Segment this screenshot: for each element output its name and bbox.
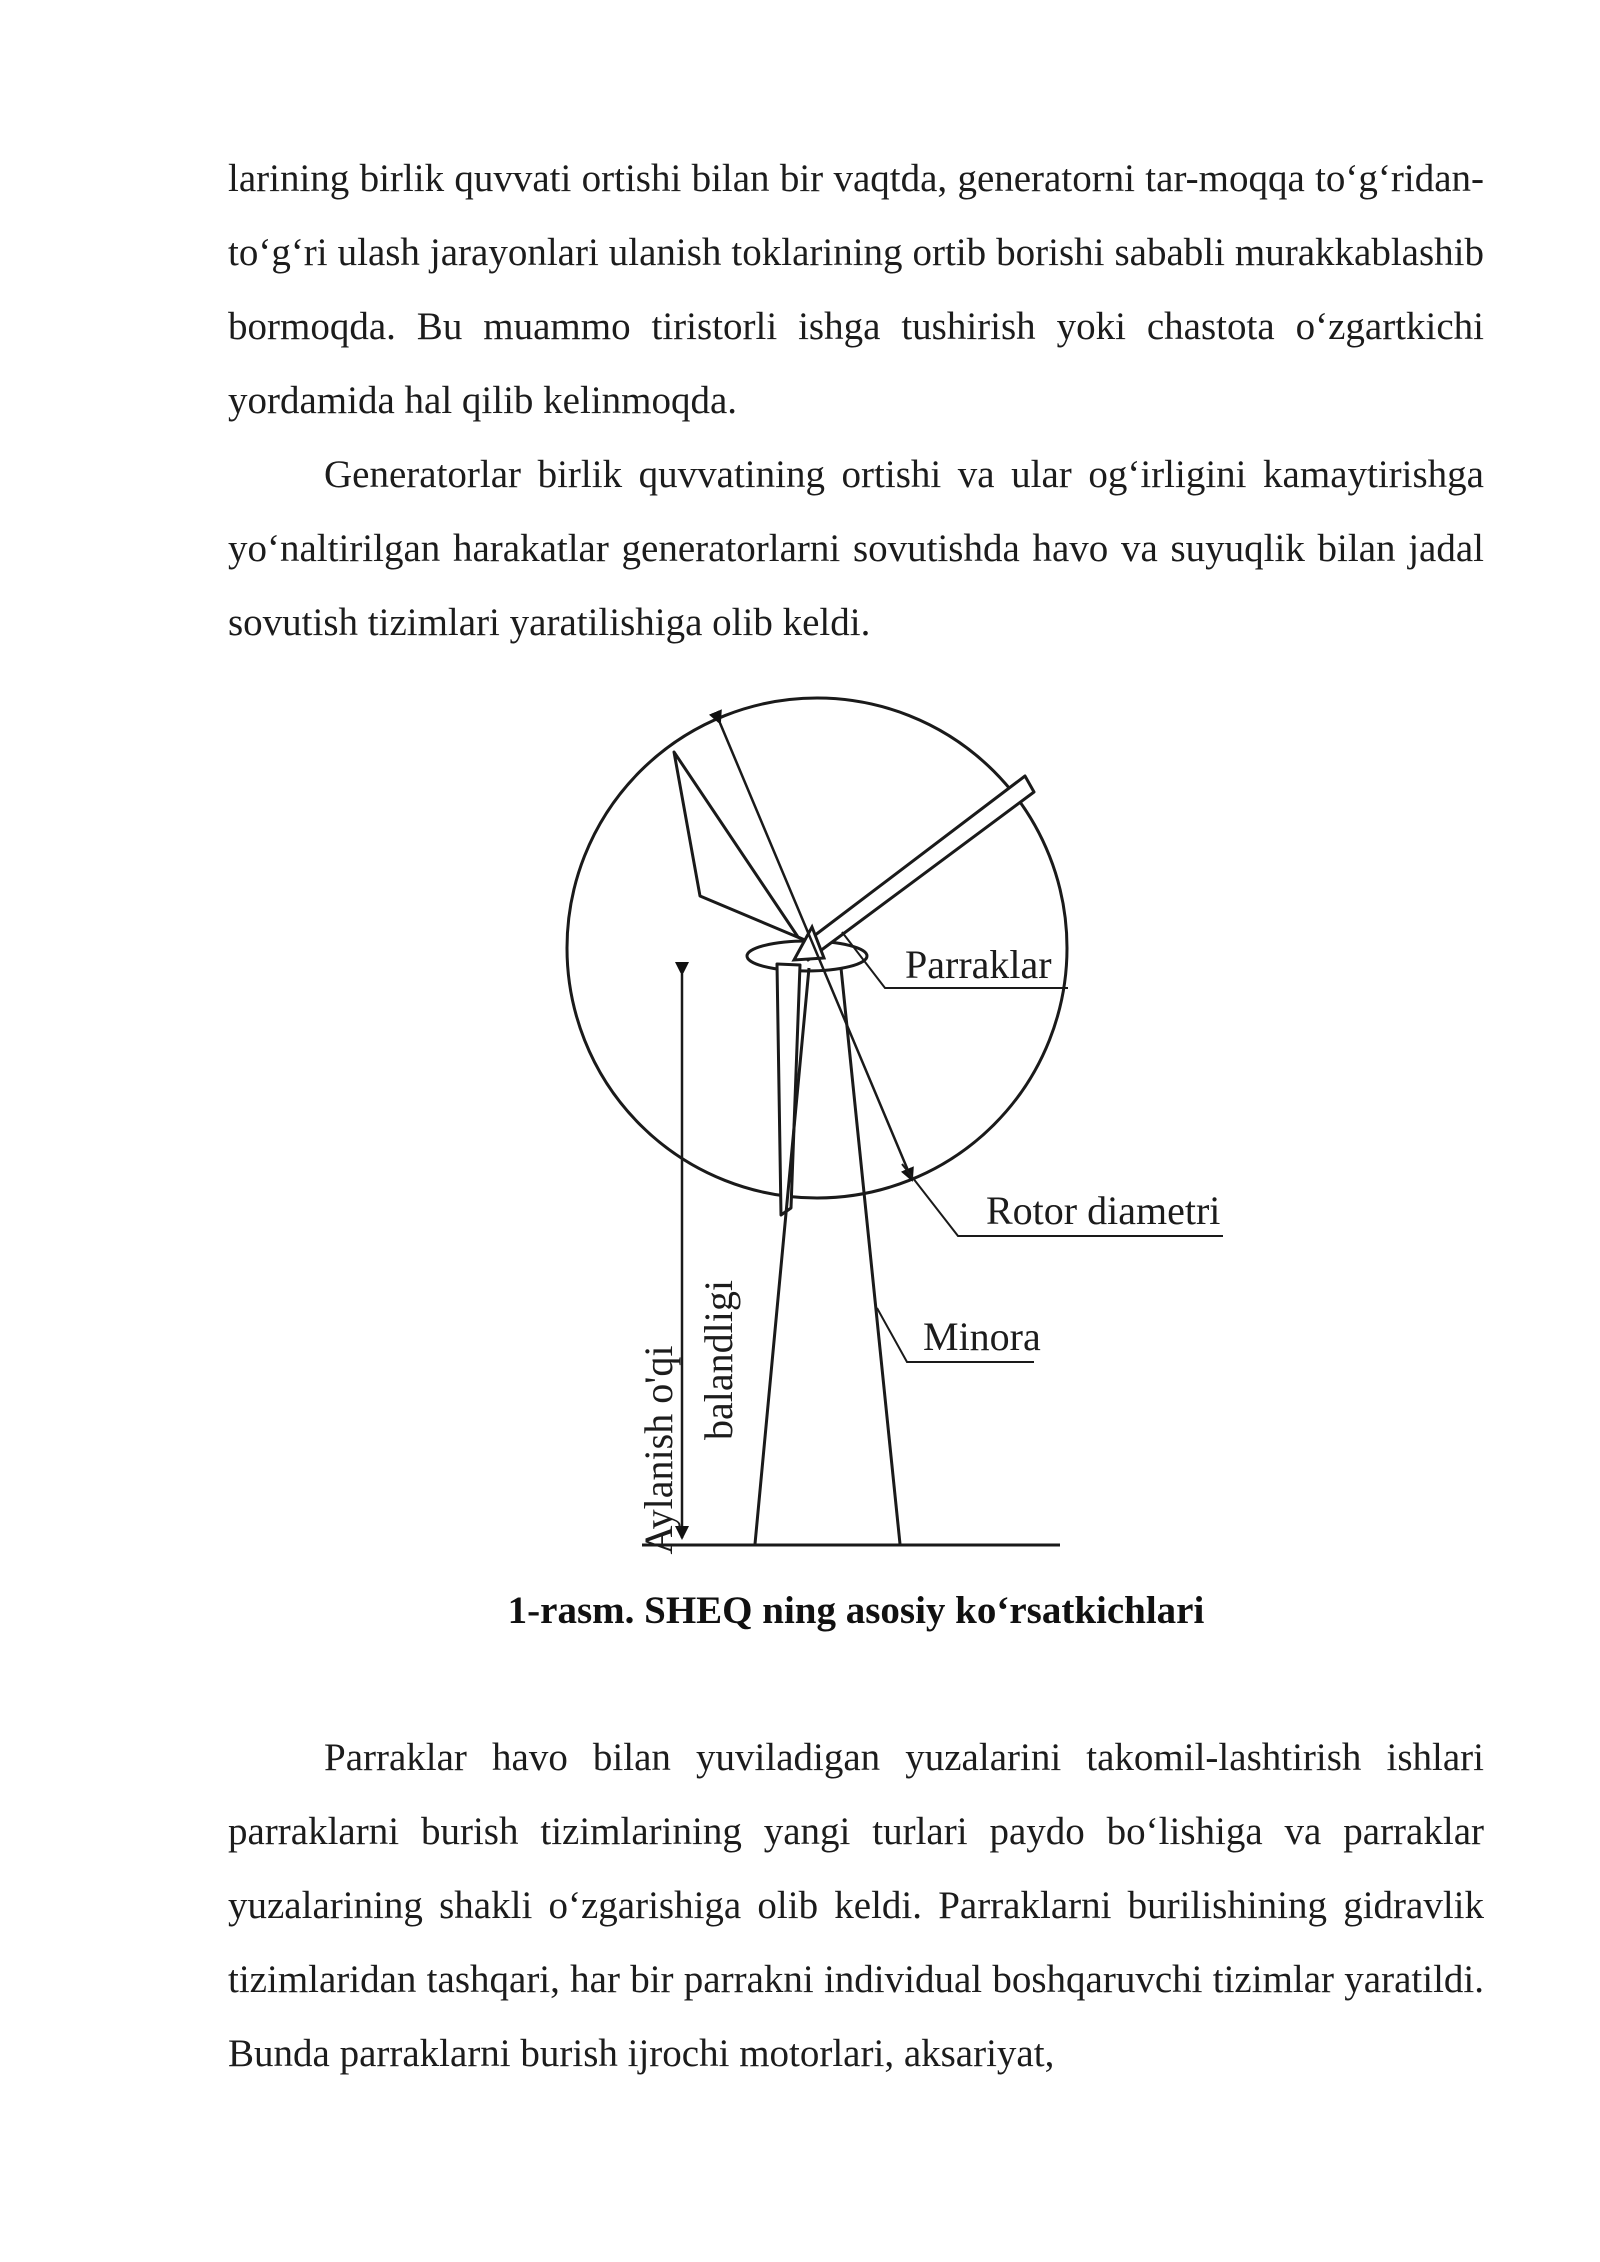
axis-height-label-line2: balandligi (696, 1280, 741, 1440)
figure-caption: 1-rasm. SHEQ ning asosiy ko‘rsatkichlari (507, 1589, 1205, 1632)
tower-label: Minora (923, 1314, 1041, 1359)
blade-right (806, 776, 1034, 960)
tower-right-edge (841, 968, 900, 1544)
rotor-diameter-label: Rotor diametri (986, 1188, 1221, 1233)
paragraph-3: Parraklar havo bilan yuviladigan yuzalarini takomil-lashtirish ishlari parraklarni burish tizimlarining yangi turlari paydo bo‘lishiga va parraklar yuzalarining shakli o‘zgarishiga olib keldi. Parraklarni burilishining gidravlik tizimlaridan tashqari, har bir parrakni individual boshqaruvchi tizimlar yaratildi. Bunda parraklarni burish ijrochi motorlari, aksariyat, (228, 1736, 1484, 2075)
wind-turbine-diagram (540, 690, 1280, 1570)
blades-label: Parraklar (905, 942, 1052, 987)
paragraph-1: larining birlik quvvati ortishi bilan bir vaqtda, generatorni tar-moqqa to‘g‘ridan-to‘g‘ri ulash jarayonlari ulanish toklarining ortib borishi sababli murakkablashib bormoqda. Bu muammo tiristorli ishga tushirish yoki chastota o‘zgartkichi yordamida hal qilib kelinmoqda. (228, 157, 1484, 422)
axis-height-label-line1: Aylanish o'qi (636, 1345, 681, 1555)
paragraph-2: Generatorlar birlik quvvatining ortishi va ular og‘irligini kamaytirishga yo‘naltirilgan harakatlar generatorlarni sovutishda havo va suyuqlik bilan jadal sovutish tizimlari yaratilishiga olib keldi. (228, 453, 1484, 644)
wind-turbine-figure (540, 690, 1280, 1570)
